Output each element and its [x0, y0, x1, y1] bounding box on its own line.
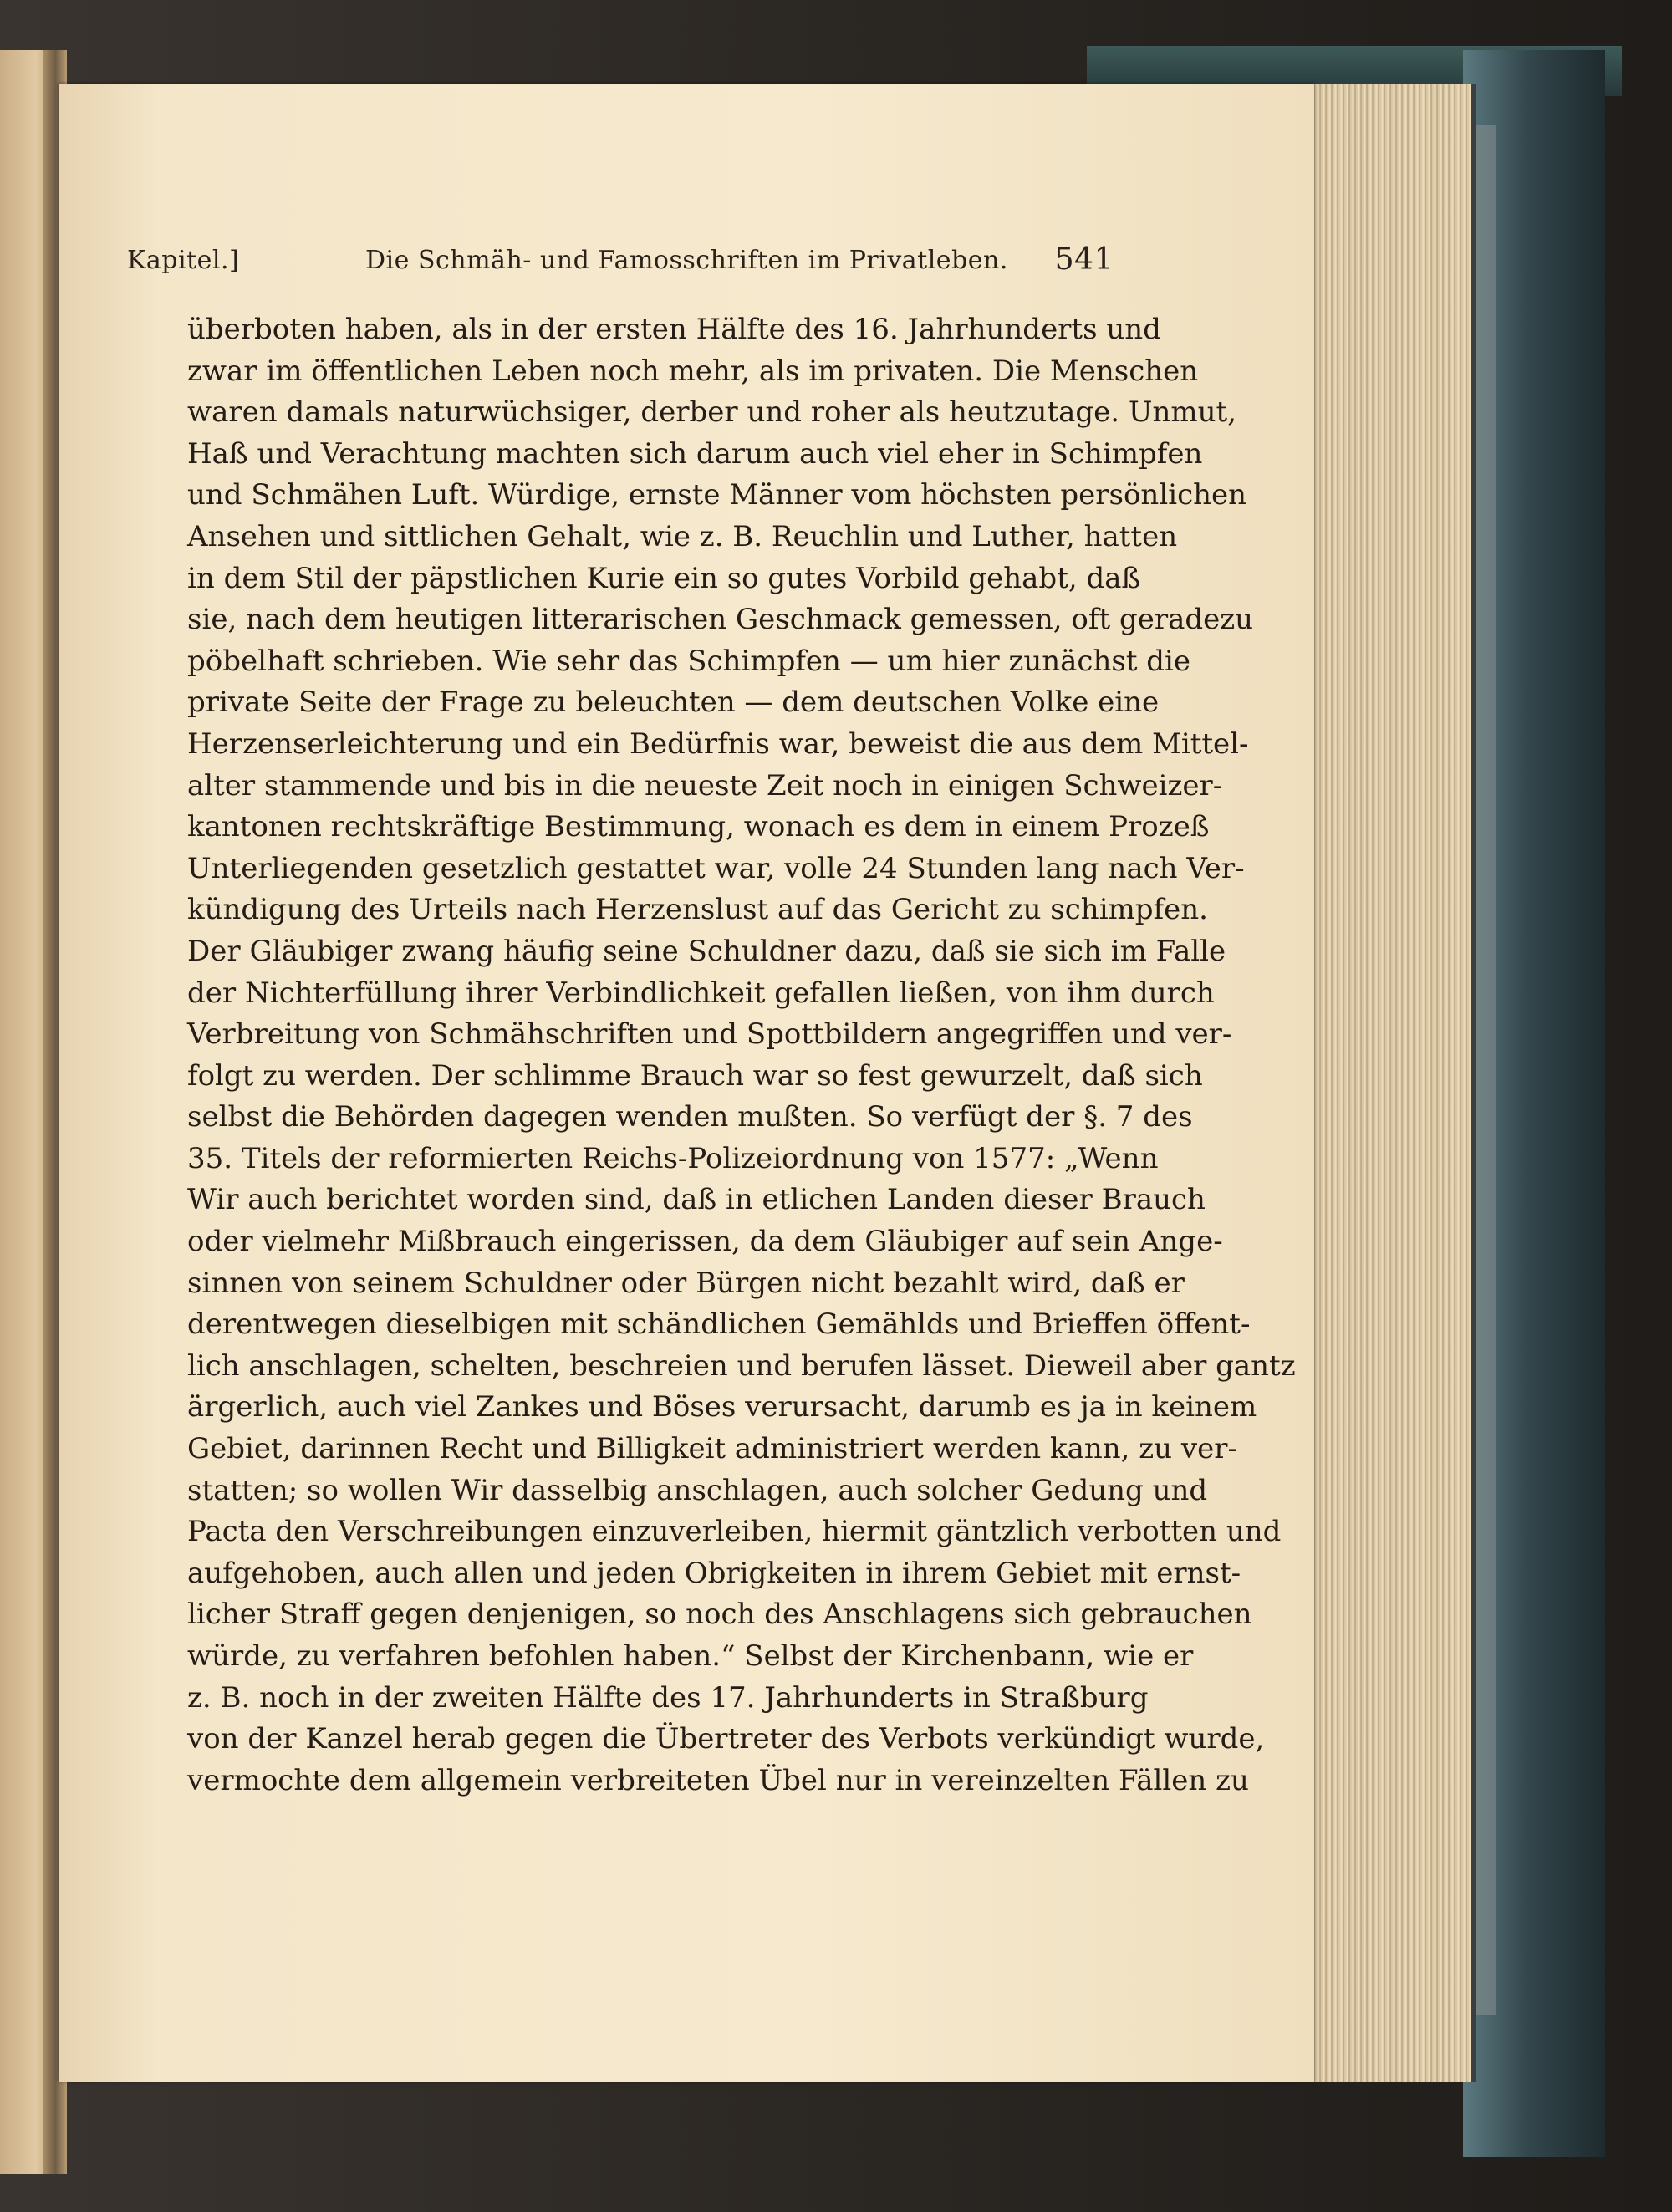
- text-line: private Seite der Frage zu beleuchten — dem deutschen Volke eine: [187, 686, 1160, 720]
- text-line: Wir auch berichtet worden sind, daß in etlichen Landen dieser Brauch: [187, 1183, 1206, 1217]
- text-line: Der Gläubiger zwang häufig seine Schuldner dazu, daß sie sich im Falle: [187, 934, 1226, 968]
- text-line: ärgerlich, auch viel Zankes und Böses verursacht, darumb es ja in keinem: [187, 1390, 1257, 1425]
- text-line: in dem Stil der päpstlichen Kurie ein so gutes Vorbild gehabt, daß: [187, 561, 1141, 595]
- text-line: derentwegen dieselbigen mit schändlichen Gemählds und Brieffen öffent-: [187, 1307, 1251, 1342]
- text-line: folgt zu werden. Der schlimme Brauch war so fest gewurzelt, daß sich: [187, 1058, 1203, 1093]
- text-line: selbst die Behörden dagegen wenden mußten. So verfügt der §. 7 des: [187, 1100, 1193, 1134]
- text-line: überboten haben, als in der ersten Hälfte des 16. Jahrhunderts und: [187, 313, 1161, 346]
- text-line: aufgehoben, auch allen und jeden Obrigkeiten in ihrem Gebiet mit ernst-: [187, 1556, 1241, 1590]
- text-line: 35. Titels der reformierten Reichs-Polizeiordnung von 1577: „Wenn: [187, 1141, 1159, 1175]
- text-line: oder vielmehr Mißbrauch eingerissen, da dem Gläubiger auf sein Ange-: [187, 1225, 1223, 1259]
- text-line: Pacta den Verschreibungen einzuverleiben, hiermit gäntzlich verbotten und: [187, 1515, 1282, 1549]
- text-line: würde, zu verfahren befohlen haben.“ Selbst der Kirchenbann, wie er: [187, 1639, 1194, 1673]
- text-line: waren damals naturwüchsiger, derber und roher als heutzutage. Unmut,: [187, 395, 1237, 430]
- page-number: 541: [1054, 242, 1114, 277]
- chapter-label: Kapitel.]: [127, 246, 240, 275]
- text-line: Ansehen und sittlichen Gehalt, wie z. B. Reuchlin und Luther, hatten: [187, 519, 1178, 553]
- text-line: kündigung des Urteils nach Herzenslust auf das Gericht zu schimpfen.: [187, 893, 1208, 927]
- text-line: z. B. noch in der zweiten Hälfte des 17. Jahrhunderts in Straßburg: [187, 1680, 1149, 1715]
- text-line: Verbreitung von Schmähschriften und Spottbildern angegriffen und ver-: [187, 1017, 1232, 1052]
- text-line: alter stammende und bis in die neueste Zeit noch in einigen Schweizer-: [187, 768, 1223, 803]
- text-line: statten; so wollen Wir dasselbig anschlagen, auch solcher Gedung und: [187, 1473, 1208, 1507]
- running-head: [127, 242, 1114, 281]
- text-line: vermochte dem allgemein verbreiteten Übel nur in vereinzelten Fällen zu: [187, 1763, 1249, 1797]
- text-line: Gebiet, darinnen Recht und Billigkeit administriert werden kann, zu ver-: [187, 1432, 1237, 1466]
- body-text: [187, 309, 1296, 1802]
- text-line: lich anschlagen, schelten, beschreien und berufen lässet. Dieweil aber gantz: [187, 1348, 1296, 1383]
- text-line: zwar im öffentlichen Leben noch mehr, als im privaten. Die Menschen: [187, 354, 1199, 388]
- text-line: sinnen von seinem Schuldner oder Bürgen nicht bezahlt wird, daß er: [187, 1266, 1185, 1300]
- text-line: Unterliegenden gesetzlich gestattet war, volle 24 Stunden lang nach Ver-: [187, 851, 1245, 885]
- text-line: der Nichterfüllung ihrer Verbindlichkeit gefallen ließen, von ihm durch: [187, 976, 1215, 1010]
- text-line: von der Kanzel herab gegen die Übertreter des Verbots verkündigt wurde,: [187, 1722, 1265, 1756]
- text-line: kantonen rechtskräftige Bestimmung, wonach es dem in einem Prozeß: [187, 810, 1210, 844]
- text-line: und Schmähen Luft. Würdige, ernste Männer vom höchsten persönlichen: [187, 478, 1247, 512]
- text-line: Haß und Verachtung machten sich darum auch viel eher in Schimpfen: [187, 436, 1203, 471]
- text-line: sie, nach dem heutigen litterarischen Geschmack gemessen, oft geradezu: [187, 603, 1254, 637]
- page-edges: [1304, 84, 1476, 2082]
- text-line: licher Straff gegen denjenigen, so noch des Anschlagens sich gebrauchen: [187, 1598, 1252, 1632]
- section-title: Die Schmäh- und Famosschriften im Privatleben.: [365, 246, 1008, 275]
- text-line: Herzenserleichterung und ein Bedürfnis war, beweist die aus dem Mittel-: [187, 726, 1249, 761]
- text-line: pöbelhaft schrieben. Wie sehr das Schimpfen — um hier zunächst die: [187, 644, 1191, 678]
